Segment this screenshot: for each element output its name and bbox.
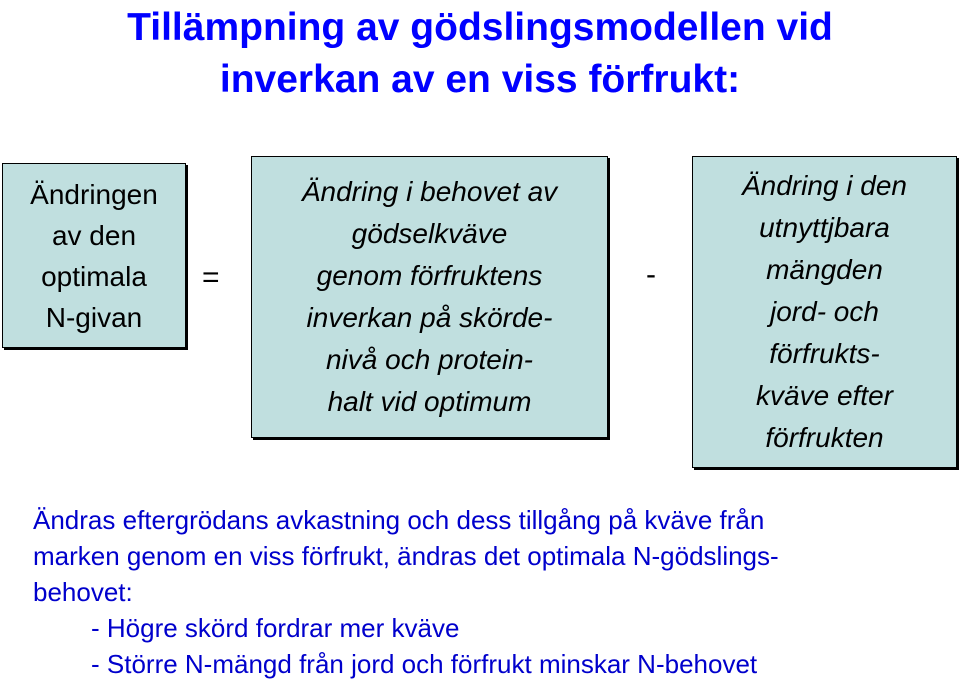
minus-sign: - [646,258,656,291]
explanation-line: marken genom en viss förfrukt, ändras det optimala N-gödslings- [33,541,779,571]
box-line: kväve efter [756,380,893,411]
fertilizer-need-change-text [302,171,557,423]
box-line: genom förfruktens [316,260,543,291]
box-line: av den [51,219,137,251]
box-line: N-givan [45,301,143,333]
optimal-n-change-box [2,163,186,348]
equals-sign: = [202,261,220,294]
box-line: optimala [41,260,147,292]
fertilizer-need-change-box [251,156,608,438]
box-line: nivå och protein- [325,344,533,375]
bullet-item: - Högre skörd fordrar mer kväve [91,613,460,643]
box-line: halt vid optimum [327,386,532,417]
title-line-1: Tillämpning av gödslingsmodellen vid [127,6,833,49]
available-nitrogen-change-box [692,156,957,468]
box-line: jord- och [770,296,879,327]
box-line: förfrukten [765,422,884,453]
optimal-n-change-text [30,174,158,338]
box-line: Ändringen [30,178,158,210]
box-line: utnyttjbara [759,212,890,243]
explanation-line: Ändras eftergrödans avkastning och dess tillgång på kväve från [33,505,765,535]
box-line: Ändring i den [741,170,907,201]
explanation-text [33,502,933,682]
page-title [0,0,960,106]
box-line: Ändring i behovet av [301,176,558,207]
box-line: inverkan på skörde- [306,302,553,333]
box-line: mängden [766,254,883,285]
box-line: gödselkväve [351,218,508,249]
title-line-2: inverkan av en viss förfrukt: [219,58,741,101]
available-nitrogen-change-text [742,165,907,459]
explanation-line: behovet: [33,577,133,607]
bullet-item: - Större N-mängd från jord och förfrukt minskar N-behovet [91,649,758,679]
box-line: förfrukts- [769,338,880,369]
